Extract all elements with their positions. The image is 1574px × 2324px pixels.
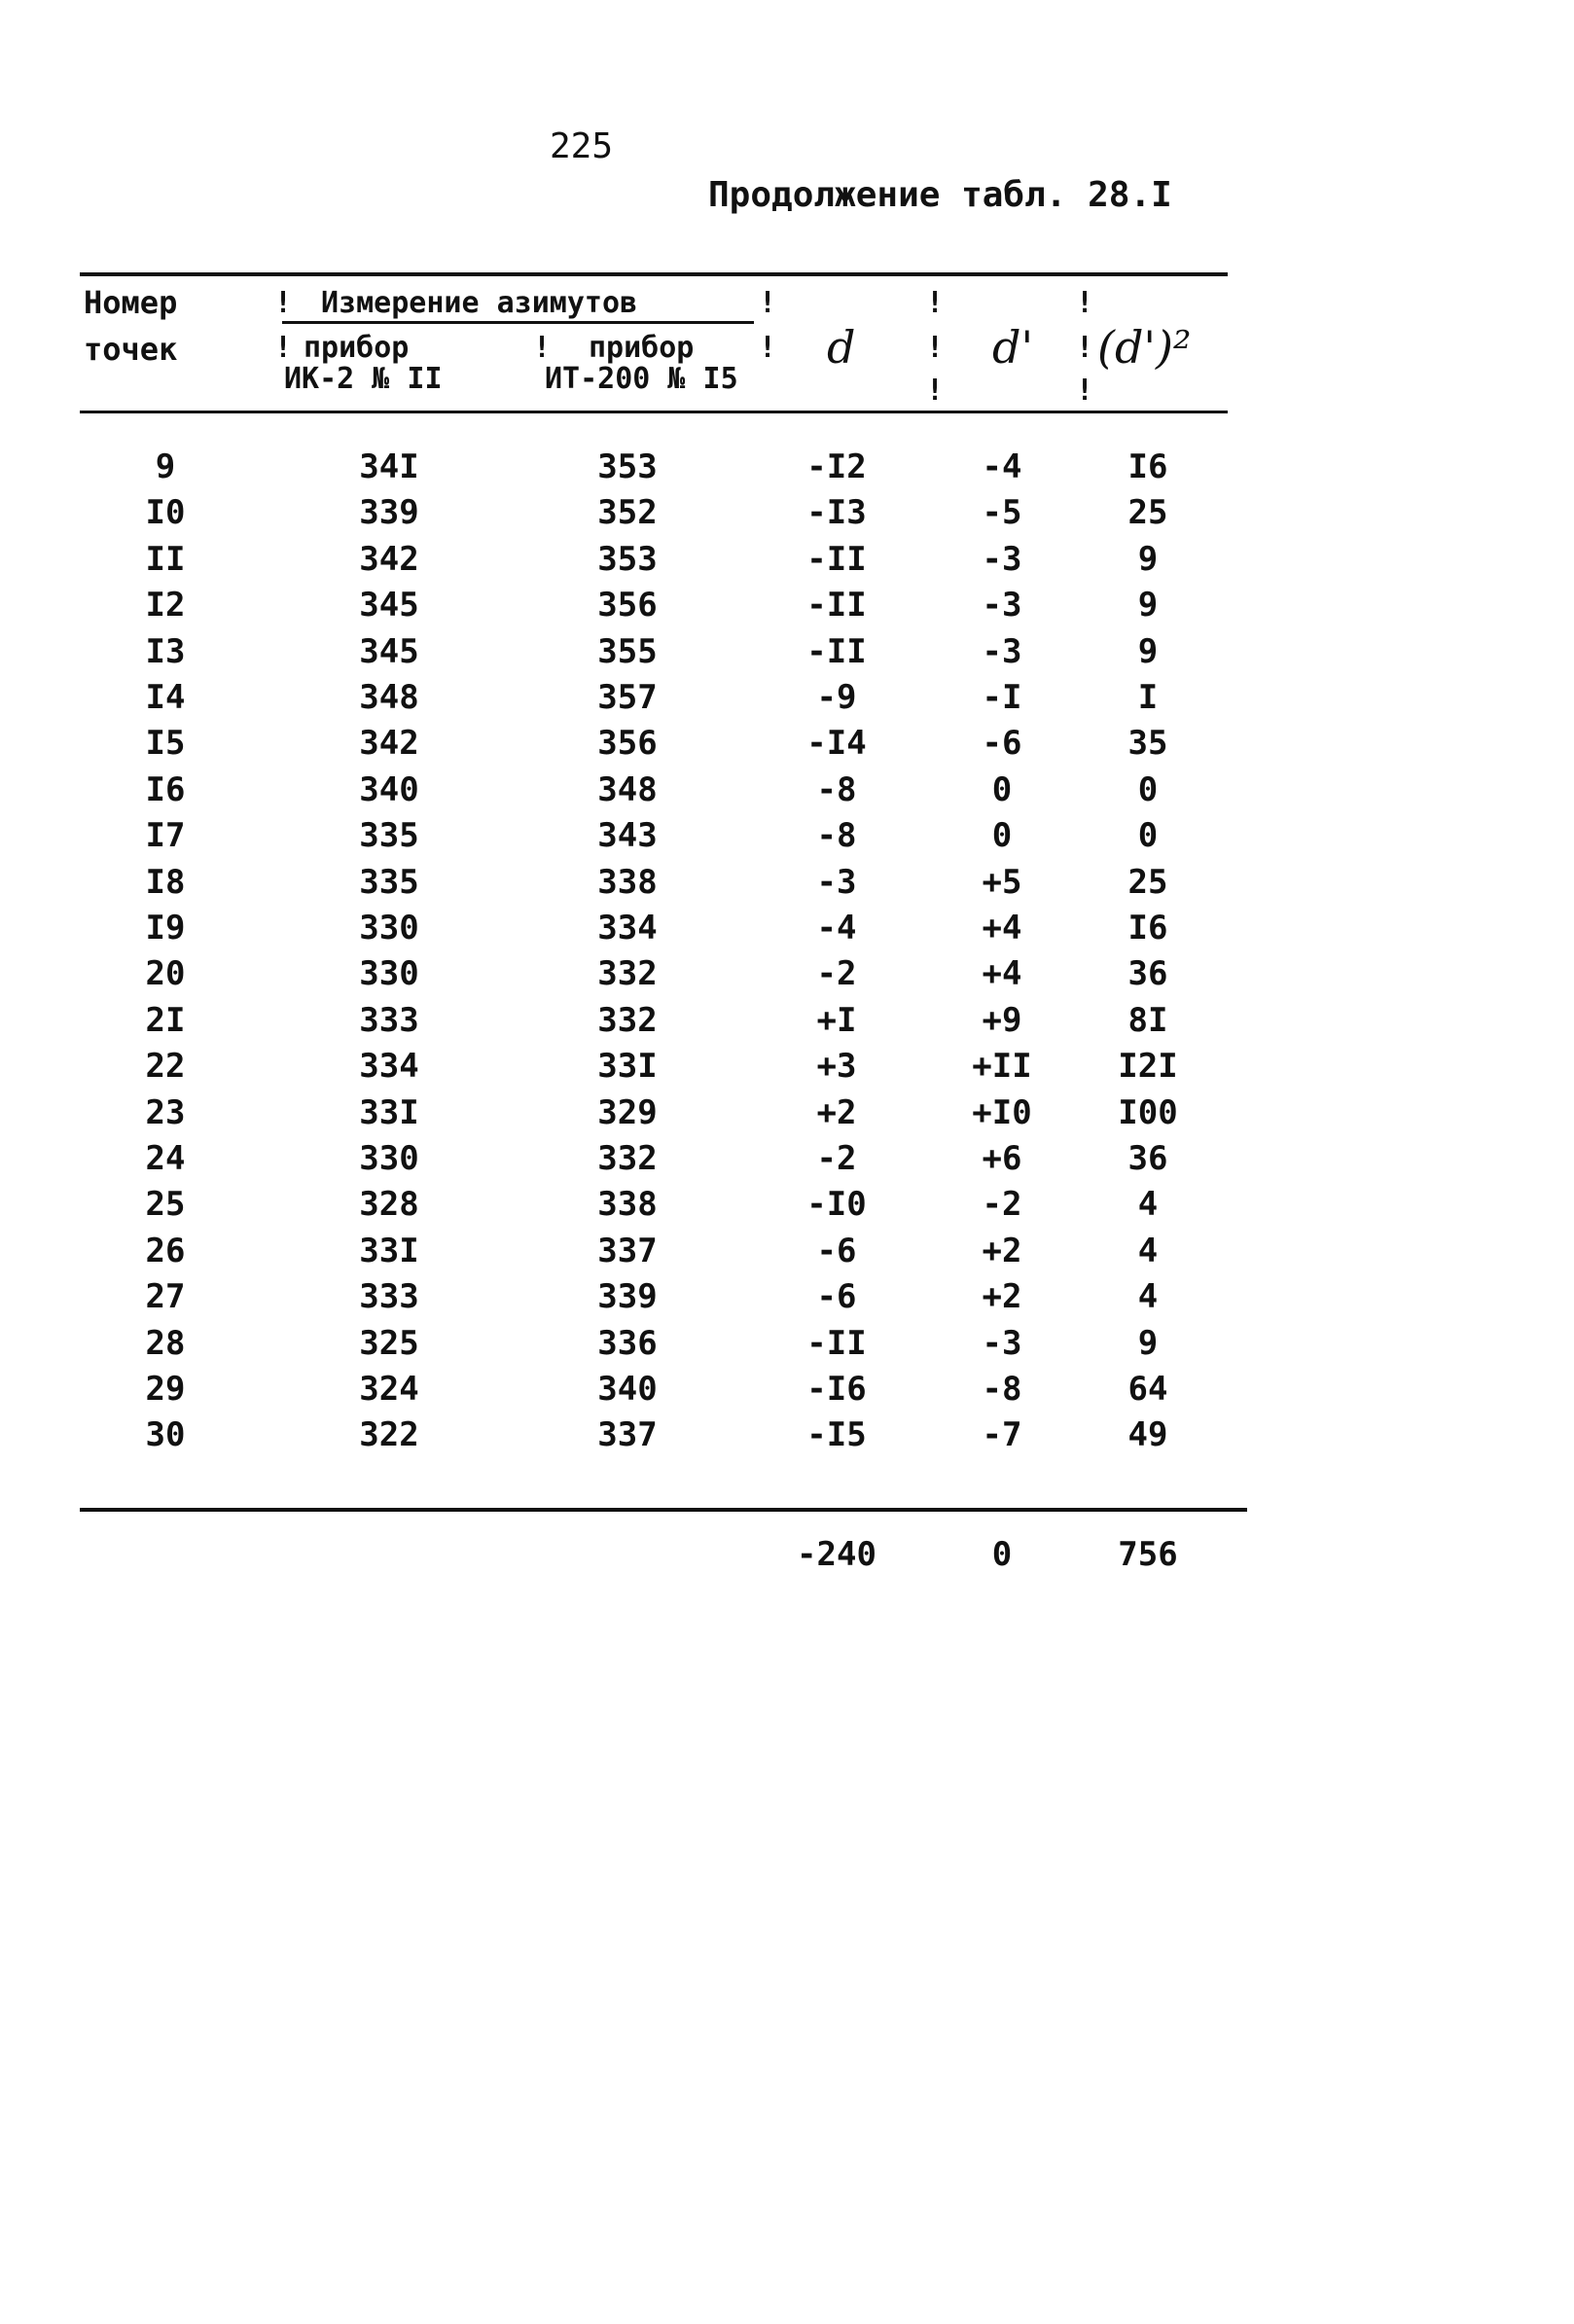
cell-it200: 353 (597, 539, 658, 579)
cell-d: -9 (816, 678, 857, 717)
table-bottom-rule (80, 1508, 1247, 1512)
cell-d-prime-sq: 4 (1137, 1277, 1159, 1317)
cell-d-prime-sq: 0 (1137, 769, 1159, 809)
total-d: -240 (797, 1535, 876, 1574)
cell-ik2: 330 (359, 954, 419, 994)
cell-ik2: 335 (359, 816, 419, 856)
table-row (0, 586, 1574, 632)
table-row (0, 447, 1574, 494)
cell-d-prime: -3 (982, 631, 1022, 671)
cell-d-prime-sq: 35 (1127, 724, 1168, 764)
cell-point: 20 (145, 954, 186, 994)
cell-ik2: 333 (359, 1000, 419, 1040)
header-separator: ! (926, 374, 945, 408)
cell-d-prime: -3 (982, 1323, 1022, 1363)
cell-d: -I4 (806, 724, 867, 764)
table-header-rule (80, 411, 1228, 413)
page-number: 225 (550, 126, 614, 166)
cell-d-prime: +2 (982, 1277, 1022, 1317)
cell-point: 26 (145, 1231, 186, 1270)
header-d: d (827, 321, 856, 374)
cell-d-prime: -I (982, 678, 1022, 717)
cell-ik2: 328 (359, 1185, 419, 1225)
cell-ik2: 342 (359, 539, 419, 579)
cell-d-prime: -6 (982, 724, 1022, 764)
cell-point: 2I (145, 1000, 186, 1040)
table-row (0, 1232, 1574, 1278)
cell-d: +2 (816, 1092, 857, 1132)
cell-d-prime-sq: 4 (1137, 1231, 1159, 1270)
cell-d-prime-sq: I (1137, 678, 1159, 717)
cell-d-prime: -5 (982, 493, 1022, 533)
cell-it200: 337 (597, 1231, 658, 1270)
table-row (0, 1277, 1574, 1324)
cell-d: -4 (816, 909, 857, 947)
header-separator: ! (274, 286, 293, 320)
cell-d: -8 (816, 769, 857, 809)
header-separator: ! (759, 286, 777, 320)
cell-ik2: 33I (359, 1231, 419, 1270)
cell-it200: 338 (597, 1185, 658, 1225)
cell-d-prime-sq: I00 (1118, 1092, 1178, 1132)
cell-d: -II (806, 1323, 867, 1363)
cell-d-prime-sq: I2I (1118, 1047, 1178, 1087)
cell-it200: 348 (597, 769, 658, 809)
cell-it200: 340 (597, 1370, 658, 1409)
cell-d: -6 (816, 1277, 857, 1317)
cell-d-prime-sq: I6 (1127, 447, 1168, 486)
cell-ik2: 324 (359, 1370, 419, 1409)
header-separator: ! (926, 286, 945, 320)
cell-point: 30 (145, 1415, 186, 1455)
header-instrument1-line2: ИК-2 № II (284, 362, 443, 396)
cell-d-prime-sq: 4 (1137, 1185, 1159, 1225)
cell-d-prime: +I0 (972, 1092, 1032, 1132)
cell-d: -II (806, 586, 867, 626)
cell-d-prime-sq: 49 (1127, 1415, 1168, 1455)
header-separator: ! (1076, 286, 1094, 320)
cell-d-prime-sq: 36 (1127, 954, 1168, 994)
cell-ik2: 325 (359, 1323, 419, 1363)
cell-d: -8 (816, 816, 857, 856)
cell-point: 25 (145, 1185, 186, 1225)
table-row (0, 632, 1574, 679)
header-separator: ! (759, 331, 777, 365)
cell-point: 9 (155, 447, 176, 486)
cell-d: +3 (816, 1047, 857, 1087)
cell-ik2: 33I (359, 1092, 419, 1132)
cell-d: -3 (816, 862, 857, 902)
cell-it200: 356 (597, 586, 658, 626)
cell-d-prime-sq: 25 (1127, 493, 1168, 533)
header-point-label-1: Номер (84, 284, 178, 321)
table-row (0, 724, 1574, 770)
cell-d-prime-sq: I6 (1127, 909, 1168, 947)
cell-d-prime: -4 (982, 447, 1022, 486)
cell-it200: 343 (597, 816, 658, 856)
cell-point: I9 (145, 909, 186, 947)
cell-point: I7 (145, 816, 186, 856)
cell-it200: 332 (597, 954, 658, 994)
cell-ik2: 340 (359, 769, 419, 809)
cell-d-prime-sq: 9 (1137, 1323, 1159, 1363)
cell-d: -6 (816, 1231, 857, 1270)
cell-it200: 339 (597, 1277, 658, 1317)
cell-it200: 355 (597, 631, 658, 671)
cell-d-prime-sq: 36 (1127, 1139, 1168, 1178)
header-separator: ! (926, 331, 945, 365)
table-row (0, 1324, 1574, 1371)
cell-point: I8 (145, 862, 186, 902)
cell-d-prime: 0 (991, 816, 1013, 856)
header-separator: ! (1076, 331, 1094, 365)
cell-point: 24 (145, 1139, 186, 1178)
cell-it200: 338 (597, 862, 658, 902)
table-row (0, 1001, 1574, 1048)
cell-d-prime-sq: 0 (1137, 816, 1159, 856)
cell-d-prime: +9 (982, 1000, 1022, 1040)
cell-d-prime-sq: 25 (1127, 862, 1168, 902)
cell-d: -II (806, 539, 867, 579)
header-group-label: Измерение азимутов (321, 286, 638, 320)
cell-ik2: 322 (359, 1415, 419, 1455)
cell-d-prime: -7 (982, 1415, 1022, 1455)
table-row (0, 1415, 1574, 1462)
cell-it200: 334 (597, 909, 658, 947)
table-row (0, 954, 1574, 1001)
table-row (0, 1047, 1574, 1093)
cell-ik2: 334 (359, 1047, 419, 1087)
cell-point: 23 (145, 1092, 186, 1132)
cell-d: -I5 (806, 1415, 867, 1455)
cell-point: I4 (145, 678, 186, 717)
cell-d-prime: +6 (982, 1139, 1022, 1178)
cell-ik2: 34I (359, 447, 419, 486)
cell-d: +I (816, 1000, 857, 1040)
cell-d: -2 (816, 954, 857, 994)
table-row (0, 816, 1574, 863)
table-row (0, 1370, 1574, 1416)
totals-row (0, 1535, 1574, 1582)
cell-ik2: 345 (359, 631, 419, 671)
cell-d-prime: -2 (982, 1185, 1022, 1225)
header-group-underline (282, 321, 754, 324)
cell-d-prime: 0 (991, 769, 1013, 809)
cell-d-prime-sq: 9 (1137, 631, 1159, 671)
cell-it200: 356 (597, 724, 658, 764)
table-caption: Продолжение табл. 28.I (708, 175, 1172, 215)
cell-ik2: 348 (359, 678, 419, 717)
cell-point: I0 (145, 493, 186, 533)
table-row (0, 540, 1574, 587)
cell-ik2: 330 (359, 1139, 419, 1178)
cell-d: -II (806, 631, 867, 671)
cell-ik2: 339 (359, 493, 419, 533)
cell-ik2: 342 (359, 724, 419, 764)
cell-d: -I2 (806, 447, 867, 486)
cell-it200: 336 (597, 1323, 658, 1363)
table-row (0, 1093, 1574, 1140)
cell-d: -I3 (806, 493, 867, 533)
cell-d-prime: +4 (982, 954, 1022, 994)
cell-point: I2 (145, 586, 186, 626)
cell-it200: 352 (597, 493, 658, 533)
cell-point: 22 (145, 1047, 186, 1087)
cell-d: -I6 (806, 1370, 867, 1409)
table-row (0, 678, 1574, 725)
cell-it200: 357 (597, 678, 658, 717)
cell-d-prime-sq: 9 (1137, 539, 1159, 579)
header-point-label-2: точек (84, 331, 178, 368)
header-instrument1-line1: прибор (304, 331, 410, 365)
header-instrument2-line1: прибор (589, 331, 695, 365)
cell-d-prime: +II (972, 1047, 1032, 1087)
cell-d: -I0 (806, 1185, 867, 1225)
cell-point: I6 (145, 769, 186, 809)
cell-point: 28 (145, 1323, 186, 1363)
cell-d-prime-sq: 9 (1137, 586, 1159, 626)
table-row (0, 493, 1574, 540)
table-row (0, 770, 1574, 817)
header-instrument2-line2: ИТ-200 № I5 (545, 362, 738, 396)
cell-it200: 332 (597, 1139, 658, 1178)
cell-it200: 353 (597, 447, 658, 486)
cell-it200: 33I (597, 1047, 658, 1087)
cell-d-prime-sq: 64 (1127, 1370, 1168, 1409)
cell-ik2: 333 (359, 1277, 419, 1317)
cell-ik2: 330 (359, 909, 419, 947)
cell-it200: 337 (597, 1415, 658, 1455)
cell-d-prime: +4 (982, 909, 1022, 947)
cell-ik2: 335 (359, 862, 419, 902)
cell-d-prime: -3 (982, 586, 1022, 626)
table-top-rule (80, 272, 1228, 276)
cell-point: II (145, 539, 186, 579)
cell-it200: 332 (597, 1000, 658, 1040)
total-d-prime: 0 (991, 1535, 1013, 1574)
header-d-prime: d' (992, 321, 1034, 374)
cell-d: -2 (816, 1139, 857, 1178)
header-d-prime-sq: (d')² (1097, 321, 1192, 374)
cell-point: 27 (145, 1277, 186, 1317)
cell-d-prime: -8 (982, 1370, 1022, 1409)
cell-ik2: 345 (359, 586, 419, 626)
cell-d-prime: +5 (982, 862, 1022, 902)
table-row (0, 1139, 1574, 1186)
cell-it200: 329 (597, 1092, 658, 1132)
cell-d-prime: -3 (982, 539, 1022, 579)
table-row (0, 863, 1574, 910)
header-separator: ! (1076, 374, 1094, 408)
table-row (0, 1185, 1574, 1232)
cell-d-prime-sq: 8I (1127, 1000, 1168, 1040)
total-d-prime-sq: 756 (1118, 1535, 1178, 1574)
cell-point: I3 (145, 631, 186, 671)
header-separator: ! (274, 331, 293, 365)
header-separator: ! (533, 331, 552, 365)
table-row (0, 909, 1574, 955)
cell-d-prime: +2 (982, 1231, 1022, 1270)
cell-point: 29 (145, 1370, 186, 1409)
cell-point: I5 (145, 724, 186, 764)
